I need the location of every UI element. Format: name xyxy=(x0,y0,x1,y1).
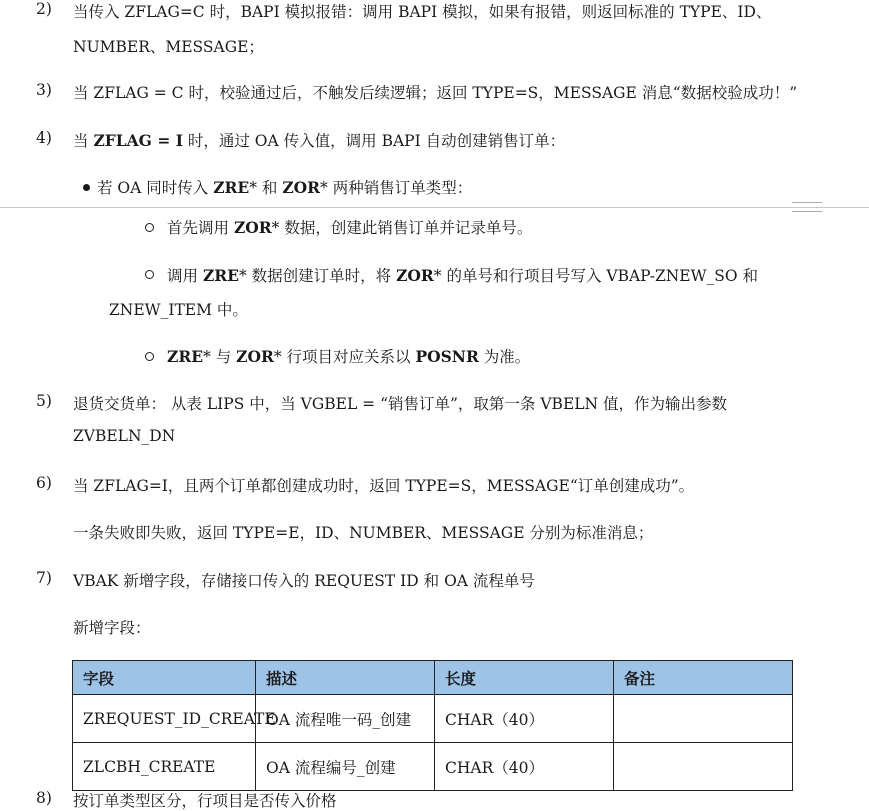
bullet-bold-zre: ZRE xyxy=(213,178,250,197)
page-break-marker-icon xyxy=(792,202,822,212)
bullet-mid: * 和 xyxy=(249,179,283,197)
circle-bullet-icon xyxy=(145,352,154,361)
item-4-text xyxy=(73,129,565,151)
bullet-text xyxy=(97,176,472,198)
item-4-post: 时，通过 OA 传入值，调用 BAPI 自动创建销售订单： xyxy=(182,132,566,150)
sub2-pre: 调用 xyxy=(167,267,203,285)
item-7-sub: 新增字段： xyxy=(73,619,151,637)
table-header-cell: 备注 xyxy=(614,661,793,695)
item-7-number: 7) xyxy=(36,569,52,587)
item-8-text: 按订单类型区分，行项目是否传入价格 xyxy=(73,792,337,810)
table-cell: ZREQUEST_ID_CREATE xyxy=(73,695,256,743)
table-header-cell: 长度 xyxy=(435,661,614,695)
item-6-text: 当 ZFLAG=I，且两个订单都创建成功时，返回 TYPE=S，MESSAGE“订单创建成功”。 xyxy=(73,477,695,495)
sub3-mid1: * 与 xyxy=(203,348,237,366)
table-header-row xyxy=(73,661,793,695)
sub2-mid: * 数据创建订单时，将 xyxy=(238,267,397,285)
table-row xyxy=(73,743,793,791)
sub3-mid2: * 行项目对应关系以 xyxy=(273,348,416,366)
table-cell: OA 流程唯一码_创建 xyxy=(256,695,435,743)
sub3-bold-zor: ZOR xyxy=(236,347,274,366)
table-header-cell: 字段 xyxy=(73,661,256,695)
item-7-text: VBAK 新增字段，存储接口传入的 REQUEST ID 和 OA 流程单号 xyxy=(73,572,535,590)
table-header-cell: 描述 xyxy=(256,661,435,695)
bullet-post: * 两种销售订单类型： xyxy=(320,179,473,197)
item-4-number: 4) xyxy=(36,129,52,147)
new-fields-table xyxy=(72,660,793,791)
sub3-bold-posnr: POSNR xyxy=(415,347,479,366)
item-5-text-line2: ZVBELN_DN xyxy=(73,427,176,445)
item-2-text-line2: NUMBER、MESSAGE； xyxy=(73,38,264,56)
item-3-number: 3) xyxy=(36,81,52,99)
sub-item-2-line1 xyxy=(167,264,758,286)
table-row xyxy=(73,695,793,743)
sub2-bold-zre: ZRE xyxy=(202,266,239,285)
sub-item-2-line2: ZNEW_ITEM 中。 xyxy=(109,301,248,319)
item-2-text-line1: 当传入 ZFLAG=C 时，BAPI 模拟报错：调用 BAPI 模拟，如果有报错，则返回标准的 TYPE、ID、 xyxy=(73,3,772,21)
item-3-text: 当 ZFLAG = C 时，校验通过后，不触发后续逻辑；返回 TYPE=S，MESSAGE 消息“数据校验成功！” xyxy=(73,84,798,102)
sub3-post: 为准。 xyxy=(478,348,531,366)
table-cell xyxy=(614,695,793,743)
circle-bullet-icon xyxy=(145,223,154,232)
sub1-bold: ZOR xyxy=(233,218,272,237)
item-6-number: 6) xyxy=(36,474,52,492)
item-8-number: 8) xyxy=(36,789,52,807)
sub3-bold-zre: ZRE xyxy=(167,347,204,366)
item-4-pre: 当 xyxy=(73,132,94,150)
sub2-bold-zor: ZOR xyxy=(396,266,434,285)
item-2-number: 2) xyxy=(36,0,52,18)
bullet-dot-icon xyxy=(83,184,90,191)
item-5-number: 5) xyxy=(36,392,52,410)
circle-bullet-icon xyxy=(145,270,154,279)
bullet-bold-zor: ZOR xyxy=(282,178,321,197)
table-cell: ZLCBH_CREATE xyxy=(73,743,256,791)
table-cell: CHAR（40） xyxy=(435,743,614,791)
sub-item-1 xyxy=(167,216,532,238)
sub1-pre: 首先调用 xyxy=(167,219,234,237)
page-break-line xyxy=(0,207,869,208)
table-cell xyxy=(614,743,793,791)
item-4-bold: ZFLAG = I xyxy=(93,131,183,150)
table-cell: OA 流程编号_创建 xyxy=(256,743,435,791)
table-cell: CHAR（40） xyxy=(435,695,614,743)
sub2-post: * 的单号和行项目号写入 VBAP-ZNEW_SO 和 xyxy=(433,267,759,285)
sub-item-3 xyxy=(167,345,530,367)
sub1-post: * 数据，创建此销售订单并记录单号。 xyxy=(271,219,533,237)
item-6-note: 一条失败即失败，返回 TYPE=E，ID、NUMBER、MESSAGE 分别为标准消息； xyxy=(73,524,654,542)
bullet-pre: 若 OA 同时传入 xyxy=(97,179,214,197)
item-5-text-line1: 退货交货单： 从表 LIPS 中，当 VGBEL = “销售订单”，取第一条 VBELN 值，作为输出参数 xyxy=(73,395,728,413)
